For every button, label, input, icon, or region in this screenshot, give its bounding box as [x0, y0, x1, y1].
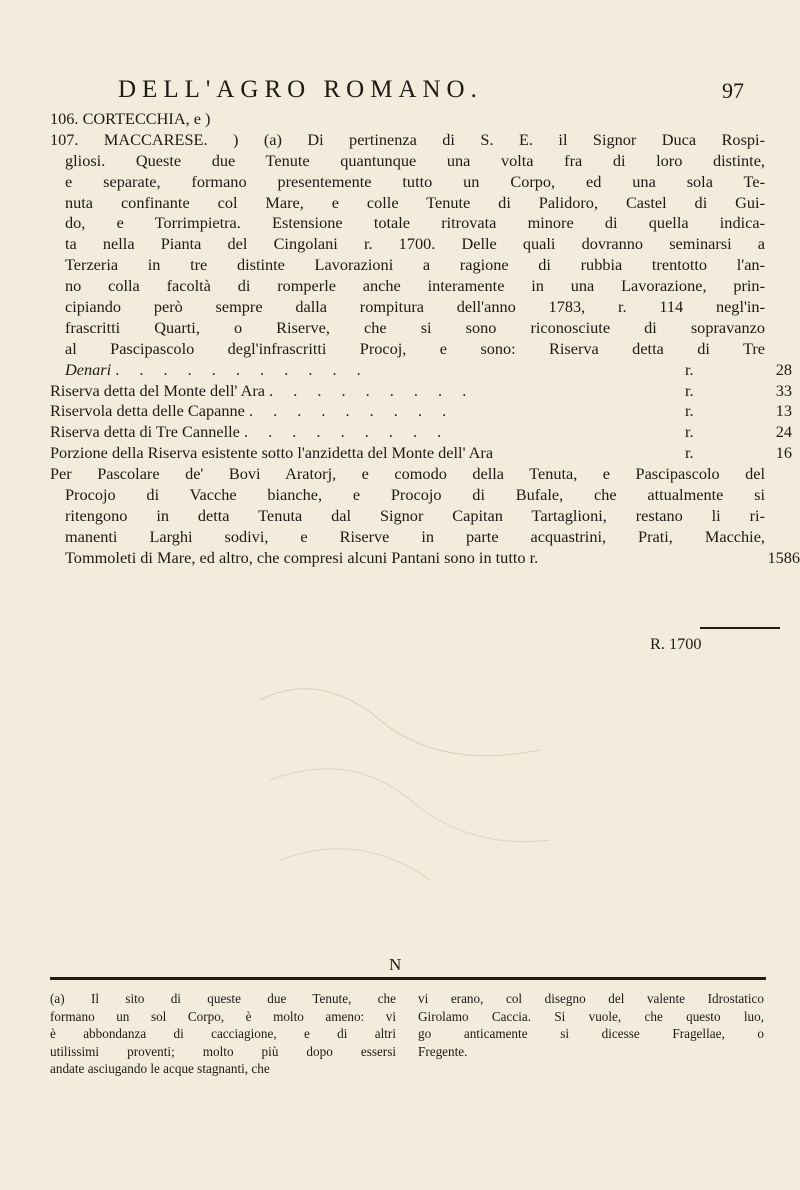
item-unit: r.	[685, 422, 694, 442]
closing-line: ritengono in detta Tenuta dal Signor Capitan Tartaglioni, restano li ri-	[65, 505, 765, 525]
item-unit: r.	[685, 359, 694, 379]
entry-107-line: do, e Torrimpietra. Estensione totale ritrovata minore di quella indica-	[65, 213, 765, 233]
entry-107-line: cipiando però sempre dalla rompitura dell'anno 1783, r. 114 negl'in-	[65, 297, 765, 317]
entry-107-line: e separate, formano presentemente tutto un Corpo, ed una sola Te-	[65, 171, 765, 191]
item-row	[50, 359, 792, 381]
item-row	[50, 401, 792, 422]
item-label: Riservola detta delle Capanne	[50, 401, 245, 421]
footnote-line: andate asciugando le acque stagnanti, che	[50, 1061, 270, 1076]
footnote-line: formano un sol Corpo, è molto ameno: vi	[50, 1008, 396, 1024]
item-label: Riserva detta del Monte dell' Ara	[50, 380, 265, 400]
entry-107-line: gliosi. Queste due Tenute quantunque una volta fra di loro distinte,	[65, 150, 765, 170]
item-unit: r.	[685, 401, 694, 421]
entry-107-line: ta nella Pianta del Cingolani r. 1700. Delle quali dovranno seminarsi a	[65, 234, 765, 254]
closing-line: Per Pascolare de' Bovi Aratorj, e comodo della Tenuta, e Pascipascolo del	[50, 464, 765, 484]
grand-total: R. 1700	[650, 634, 702, 653]
closing-line: manenti Larghi sodivi, e Riserve in parte acquastrini, Prati, Macchie,	[65, 526, 765, 546]
item-amount: 13	[775, 401, 792, 421]
item-amount: 28	[775, 359, 792, 379]
item-unit: r.	[685, 443, 694, 463]
entry-106: 106. CORTECCHIA, e )	[50, 109, 211, 128]
closing-line-final	[50, 547, 800, 569]
footnote-line: utilissimi proventi; molto più dopo essersi	[50, 1043, 396, 1059]
footnote-left-column	[50, 990, 396, 1078]
closing-line: Procojo di Vacche bianche, e Procojo di Bufale, che attualmente si	[65, 485, 765, 505]
entry-107-line: nuta confinante col Mare, e colle Tenute di Palidoro, Castel di Gui-	[65, 192, 765, 212]
signature-mark: N	[389, 955, 402, 974]
entry-107-line: Terzeria in tre distinte Lavorazioni a ragione di rubbia trentotto l'an-	[65, 255, 765, 275]
running-title: DELL'AGRO ROMANO.	[118, 76, 483, 103]
entry-107-line: frascritti Quarti, o Riserve, che si sono riconosciute di sopravanzo	[65, 317, 765, 337]
footnote-right-column	[418, 990, 764, 1060]
dot-leader: . . . . . . . . . . .	[115, 359, 369, 379]
footnote-line: Girolamo Caccia. Si vuole, che questo luo,	[418, 1008, 764, 1024]
item-row	[50, 443, 792, 464]
footnote-line: go anticamente si dicesse Fragellae, o	[418, 1026, 764, 1041]
item-label: Riserva detta di Tre Cannelle	[50, 422, 240, 442]
item-amount: 16	[775, 443, 792, 463]
item-unit: r.	[685, 380, 694, 400]
footnote-rule	[50, 977, 766, 980]
item-row	[50, 380, 792, 402]
entry-107-line: al Pascipascolo degl'infrascritti Procoj, e sono: Riserva detta di Tre	[65, 338, 765, 358]
item-amount: 24	[775, 422, 792, 442]
page-header	[0, 76, 800, 106]
dot-leader: . . . . . . . . .	[269, 380, 475, 400]
footnote-line: Fregente.	[418, 1043, 468, 1059]
item-amount: 33	[775, 380, 792, 400]
footnote-line: vi erano, col disegno del valente Idrostatico	[418, 991, 764, 1006]
page-number: 97	[722, 78, 744, 103]
item-label: Denari	[65, 359, 112, 379]
main-text	[50, 109, 800, 569]
footnote-line: (a) Il sito di queste due Tenute, che	[50, 991, 396, 1006]
sum-rule	[700, 627, 780, 629]
closing-amount: 1586	[767, 547, 800, 567]
item-label: Porzione della Riserva esistente sotto l'anzidetta del Monte dell' Ara	[50, 443, 494, 463]
entry-107-line: no colla facoltà di romperle anche interamente in una Lavorazione, prin-	[65, 276, 765, 296]
item-row	[50, 422, 792, 443]
footnote-line: è abbondanza di cacciagione, e di altri	[50, 1026, 396, 1041]
faint-bleed-through-mark	[240, 660, 570, 920]
dot-leader: . . . . . . . . .	[248, 401, 455, 421]
entry-107-line: 107. MACCARESE. ) (a) Di pertinenza di S. E. il Signor Duca Rospi-	[50, 129, 765, 149]
closing-line: Tommoleti di Mare, ed altro, che compresi alcuni Pantani sono in tutto r.	[65, 547, 539, 567]
dot-leader: . . . . . . . . .	[244, 422, 450, 442]
